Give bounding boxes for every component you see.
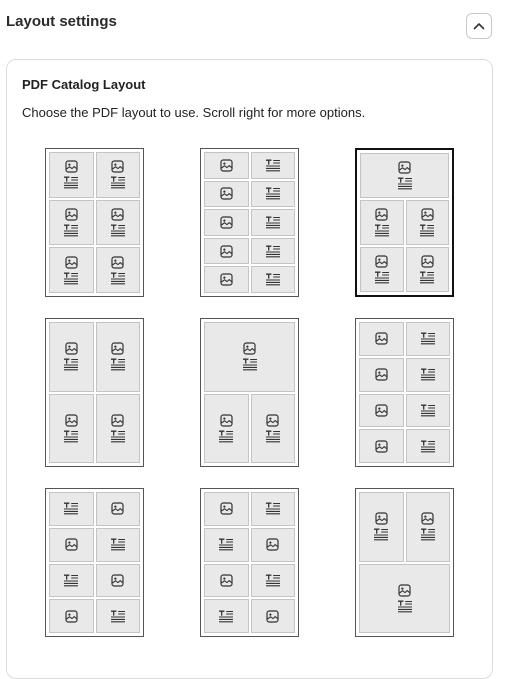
layout-cell <box>204 209 249 236</box>
layout-cell <box>49 564 94 598</box>
layout-settings-header-title: Layout settings <box>6 13 117 30</box>
layout-option-2[interactable] <box>200 148 299 297</box>
image-icon <box>398 161 411 174</box>
layout-cell <box>204 599 249 633</box>
text-lines-icon <box>63 502 79 515</box>
layout-option-6[interactable] <box>355 318 454 467</box>
image-icon <box>421 255 434 268</box>
image-icon <box>111 502 124 515</box>
layout-cell <box>359 394 404 428</box>
image-icon <box>220 574 233 587</box>
layout-cell <box>204 266 249 293</box>
layout-cell <box>406 322 451 356</box>
layout-option-1[interactable] <box>45 148 144 297</box>
image-icon <box>266 610 279 623</box>
layout-cell <box>359 322 404 356</box>
layout-cell <box>406 394 451 428</box>
image-icon <box>375 512 388 525</box>
image-icon <box>65 342 78 355</box>
layout-cell <box>406 247 450 292</box>
text-lines-icon <box>110 430 126 443</box>
text-lines-icon <box>63 574 79 587</box>
layout-cell <box>96 599 141 633</box>
layout-option-3[interactable] <box>355 148 454 297</box>
layout-cell <box>49 528 94 562</box>
image-icon <box>220 245 233 258</box>
text-lines-icon <box>218 430 234 443</box>
layout-cell <box>96 492 141 526</box>
layout-cell <box>251 599 296 633</box>
image-icon <box>375 368 388 381</box>
image-icon <box>375 440 388 453</box>
image-icon <box>111 208 124 221</box>
image-icon <box>65 610 78 623</box>
layout-cell <box>406 358 451 392</box>
text-lines-icon <box>63 272 79 285</box>
layout-cell <box>96 394 141 464</box>
layout-cell <box>359 429 404 463</box>
text-lines-icon <box>265 159 281 172</box>
layout-cell <box>96 528 141 562</box>
layout-cell <box>406 492 451 562</box>
layout-cell <box>49 200 94 246</box>
text-lines-icon <box>397 177 413 190</box>
panel-description: Choose the PDF layout to use. Scroll right for more options. <box>22 105 366 120</box>
layout-cell <box>406 429 451 463</box>
layout-cell <box>251 238 296 265</box>
layout-option-9[interactable] <box>355 488 454 637</box>
layout-cell <box>251 492 296 526</box>
layout-cell <box>251 394 296 464</box>
image-icon <box>65 160 78 173</box>
layout-option-7[interactable] <box>45 488 144 637</box>
layout-cell <box>360 247 404 292</box>
layout-cell <box>359 564 450 634</box>
text-lines-icon <box>242 358 258 371</box>
text-lines-icon <box>420 368 436 381</box>
text-lines-icon <box>110 358 126 371</box>
text-lines-icon <box>110 272 126 285</box>
image-icon <box>111 414 124 427</box>
layout-cell <box>49 492 94 526</box>
text-lines-icon <box>110 176 126 189</box>
collapse-button[interactable] <box>466 13 492 39</box>
text-lines-icon <box>397 600 413 613</box>
text-lines-icon <box>265 430 281 443</box>
layout-cell <box>49 152 94 198</box>
layout-cell <box>251 152 296 179</box>
text-lines-icon <box>265 245 281 258</box>
layout-cell <box>49 394 94 464</box>
text-lines-icon <box>110 538 126 551</box>
text-lines-icon <box>420 440 436 453</box>
layout-cell <box>49 322 94 392</box>
layout-cell <box>204 152 249 179</box>
chevron-up-icon <box>473 22 485 30</box>
text-lines-icon <box>374 224 390 237</box>
layout-cell <box>251 564 296 598</box>
image-icon <box>220 414 233 427</box>
image-icon <box>421 512 434 525</box>
text-lines-icon <box>420 404 436 417</box>
layout-cell <box>49 599 94 633</box>
layout-cell <box>251 209 296 236</box>
image-icon <box>65 538 78 551</box>
text-lines-icon <box>265 187 281 200</box>
layout-cell <box>359 358 404 392</box>
layout-cell <box>251 181 296 208</box>
layout-cell <box>251 266 296 293</box>
layout-cell <box>49 247 94 293</box>
image-icon <box>65 208 78 221</box>
layout-cell <box>360 153 449 198</box>
image-icon <box>375 404 388 417</box>
text-lines-icon <box>420 332 436 345</box>
text-lines-icon <box>419 224 435 237</box>
text-lines-icon <box>265 273 281 286</box>
layout-cell <box>204 238 249 265</box>
text-lines-icon <box>373 528 389 541</box>
image-icon <box>220 159 233 172</box>
layout-cell <box>204 181 249 208</box>
text-lines-icon <box>63 176 79 189</box>
text-lines-icon <box>419 271 435 284</box>
image-icon <box>375 332 388 345</box>
text-lines-icon <box>110 610 126 623</box>
layout-option-8[interactable] <box>200 488 299 637</box>
image-icon <box>398 584 411 597</box>
layout-cell <box>359 492 404 562</box>
text-lines-icon <box>218 610 234 623</box>
layout-cell <box>204 322 295 392</box>
text-lines-icon <box>374 271 390 284</box>
image-icon <box>111 160 124 173</box>
image-icon <box>220 187 233 200</box>
image-icon <box>266 538 279 551</box>
text-lines-icon <box>265 216 281 229</box>
layout-cell <box>204 394 249 464</box>
layout-cell <box>406 200 450 245</box>
layout-option-4[interactable] <box>45 318 144 467</box>
text-lines-icon <box>420 528 436 541</box>
image-icon <box>243 342 256 355</box>
image-icon <box>65 256 78 269</box>
text-lines-icon <box>110 224 126 237</box>
text-lines-icon <box>265 502 281 515</box>
image-icon <box>111 342 124 355</box>
image-icon <box>111 574 124 587</box>
image-icon <box>421 208 434 221</box>
layout-cell <box>96 200 141 246</box>
image-icon <box>375 255 388 268</box>
image-icon <box>375 208 388 221</box>
layout-cell <box>96 564 141 598</box>
text-lines-icon <box>63 224 79 237</box>
layout-cell <box>360 200 404 245</box>
layout-cell <box>204 564 249 598</box>
layout-cell <box>204 528 249 562</box>
layout-cell <box>251 528 296 562</box>
image-icon <box>220 216 233 229</box>
image-icon <box>220 502 233 515</box>
layout-cell <box>96 322 141 392</box>
layout-cell <box>204 492 249 526</box>
image-icon <box>220 273 233 286</box>
layout-option-5[interactable] <box>200 318 299 467</box>
text-lines-icon <box>265 574 281 587</box>
text-lines-icon <box>63 358 79 371</box>
text-lines-icon <box>218 538 234 551</box>
panel-title: PDF Catalog Layout <box>22 77 146 92</box>
image-icon <box>266 414 279 427</box>
text-lines-icon <box>63 430 79 443</box>
image-icon <box>65 414 78 427</box>
layout-cell <box>96 247 141 293</box>
image-icon <box>111 256 124 269</box>
layout-cell <box>96 152 141 198</box>
